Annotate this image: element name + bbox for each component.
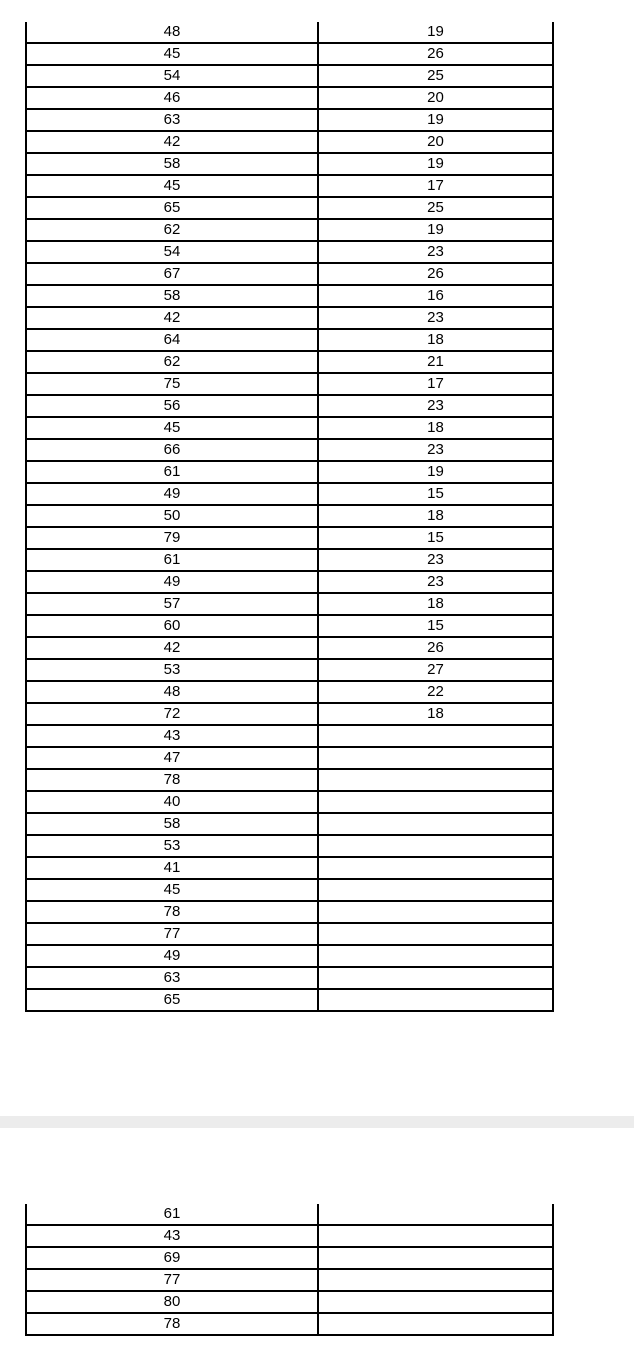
- table-row: [26, 22, 553, 43]
- cell-col-2: 19: [318, 153, 553, 175]
- cell-col-2: 18: [318, 703, 553, 725]
- data-table-page-2: [25, 1204, 554, 1336]
- cell-col-1: 72: [26, 703, 318, 725]
- table-row: [26, 681, 553, 703]
- cell-col-2: [318, 1291, 553, 1313]
- cell-col-2: [318, 747, 553, 769]
- cell-col-2: [318, 989, 553, 1011]
- table-row: [26, 901, 553, 923]
- cell-col-1: 41: [26, 857, 318, 879]
- table-row: [26, 263, 553, 285]
- table-row: [26, 351, 553, 373]
- cell-col-1: 50: [26, 505, 318, 527]
- cell-col-2: [318, 879, 553, 901]
- cell-col-2: 18: [318, 593, 553, 615]
- cell-col-1: 53: [26, 835, 318, 857]
- cell-col-1: 77: [26, 923, 318, 945]
- cell-col-1: 49: [26, 945, 318, 967]
- cell-col-2: 17: [318, 373, 553, 395]
- cell-col-1: 49: [26, 571, 318, 593]
- cell-col-2: 25: [318, 65, 553, 87]
- table-row: [26, 219, 553, 241]
- cell-col-1: 62: [26, 219, 318, 241]
- cell-col-2: 19: [318, 219, 553, 241]
- cell-col-1: 80: [26, 1291, 318, 1313]
- cell-col-2: 22: [318, 681, 553, 703]
- cell-col-2: [318, 1204, 553, 1225]
- cell-col-2: [318, 901, 553, 923]
- cell-col-2: [318, 813, 553, 835]
- table-row: [26, 571, 553, 593]
- table-row: [26, 1225, 553, 1247]
- cell-col-2: 19: [318, 22, 553, 43]
- table-row: [26, 747, 553, 769]
- cell-col-2: 16: [318, 285, 553, 307]
- cell-col-2: 27: [318, 659, 553, 681]
- cell-col-2: [318, 923, 553, 945]
- cell-col-1: 45: [26, 43, 318, 65]
- cell-col-1: 43: [26, 725, 318, 747]
- table-row: [26, 461, 553, 483]
- cell-col-2: 15: [318, 615, 553, 637]
- cell-col-2: 26: [318, 43, 553, 65]
- table-row: [26, 967, 553, 989]
- cell-col-1: 53: [26, 659, 318, 681]
- table-row: [26, 615, 553, 637]
- cell-col-1: 64: [26, 329, 318, 351]
- table-row: [26, 373, 553, 395]
- table-row: [26, 1313, 553, 1335]
- cell-col-2: [318, 967, 553, 989]
- cell-col-1: 65: [26, 197, 318, 219]
- cell-col-2: 23: [318, 571, 553, 593]
- table-row: [26, 1269, 553, 1291]
- cell-col-1: 54: [26, 241, 318, 263]
- cell-col-1: 60: [26, 615, 318, 637]
- table-row: [26, 923, 553, 945]
- cell-col-1: 77: [26, 1269, 318, 1291]
- cell-col-2: [318, 1225, 553, 1247]
- table-row: [26, 549, 553, 571]
- cell-col-1: 47: [26, 747, 318, 769]
- cell-col-1: 42: [26, 131, 318, 153]
- cell-col-1: 65: [26, 989, 318, 1011]
- cell-col-1: 42: [26, 637, 318, 659]
- cell-col-1: 40: [26, 791, 318, 813]
- cell-col-2: [318, 1247, 553, 1269]
- table-row: [26, 329, 553, 351]
- page-break-divider: [0, 1116, 634, 1128]
- table-row: [26, 769, 553, 791]
- cell-col-2: 19: [318, 109, 553, 131]
- table-row: [26, 395, 553, 417]
- table-row: [26, 1291, 553, 1313]
- cell-col-1: 63: [26, 109, 318, 131]
- cell-col-2: [318, 791, 553, 813]
- cell-col-2: 23: [318, 307, 553, 329]
- cell-col-2: 17: [318, 175, 553, 197]
- table-row: [26, 307, 553, 329]
- table-row: [26, 857, 553, 879]
- table-body: [26, 22, 553, 1011]
- cell-col-2: 20: [318, 87, 553, 109]
- table-row: [26, 989, 553, 1011]
- table-row: [26, 87, 553, 109]
- table-row: [26, 879, 553, 901]
- cell-col-2: 21: [318, 351, 553, 373]
- cell-col-1: 56: [26, 395, 318, 417]
- table-row: [26, 835, 553, 857]
- cell-col-2: 23: [318, 395, 553, 417]
- data-table-page-1: [25, 22, 554, 1012]
- table-row: [26, 43, 553, 65]
- cell-col-1: 46: [26, 87, 318, 109]
- cell-col-2: [318, 1269, 553, 1291]
- cell-col-2: [318, 1313, 553, 1335]
- table-row: [26, 197, 553, 219]
- cell-col-1: 49: [26, 483, 318, 505]
- cell-col-1: 54: [26, 65, 318, 87]
- cell-col-1: 79: [26, 527, 318, 549]
- cell-col-2: 18: [318, 505, 553, 527]
- cell-col-1: 78: [26, 1313, 318, 1335]
- cell-col-1: 57: [26, 593, 318, 615]
- cell-col-1: 61: [26, 1204, 318, 1225]
- table-row: [26, 175, 553, 197]
- cell-col-1: 78: [26, 769, 318, 791]
- table-row: [26, 505, 553, 527]
- cell-col-2: [318, 945, 553, 967]
- table-row: [26, 1247, 553, 1269]
- cell-col-2: 20: [318, 131, 553, 153]
- cell-col-2: 15: [318, 527, 553, 549]
- cell-col-1: 43: [26, 1225, 318, 1247]
- cell-col-2: 18: [318, 329, 553, 351]
- table-row: [26, 725, 553, 747]
- table-row: [26, 65, 553, 87]
- table-row: [26, 1204, 553, 1225]
- cell-col-2: 23: [318, 549, 553, 571]
- table-row: [26, 439, 553, 461]
- cell-col-1: 62: [26, 351, 318, 373]
- table-row: [26, 659, 553, 681]
- cell-col-1: 63: [26, 967, 318, 989]
- cell-col-1: 48: [26, 681, 318, 703]
- cell-col-2: [318, 725, 553, 747]
- table-row: [26, 109, 553, 131]
- table-row: [26, 791, 553, 813]
- cell-col-2: 23: [318, 439, 553, 461]
- cell-col-2: 18: [318, 417, 553, 439]
- table-row: [26, 593, 553, 615]
- cell-col-1: 58: [26, 153, 318, 175]
- cell-col-2: 26: [318, 263, 553, 285]
- cell-col-2: [318, 835, 553, 857]
- cell-col-1: 61: [26, 549, 318, 571]
- cell-col-1: 61: [26, 461, 318, 483]
- table-row: [26, 131, 553, 153]
- cell-col-1: 58: [26, 285, 318, 307]
- table-row: [26, 483, 553, 505]
- table-row: [26, 527, 553, 549]
- cell-col-1: 78: [26, 901, 318, 923]
- cell-col-1: 75: [26, 373, 318, 395]
- table-row: [26, 153, 553, 175]
- cell-col-1: 45: [26, 879, 318, 901]
- cell-col-2: 19: [318, 461, 553, 483]
- table-row: [26, 241, 553, 263]
- cell-col-1: 45: [26, 417, 318, 439]
- cell-col-1: 42: [26, 307, 318, 329]
- table-row: [26, 945, 553, 967]
- cell-col-2: 26: [318, 637, 553, 659]
- cell-col-2: 25: [318, 197, 553, 219]
- cell-col-1: 48: [26, 22, 318, 43]
- cell-col-1: 58: [26, 813, 318, 835]
- table-row: [26, 417, 553, 439]
- cell-col-1: 67: [26, 263, 318, 285]
- cell-col-2: 23: [318, 241, 553, 263]
- cell-col-1: 45: [26, 175, 318, 197]
- table-body: [26, 1204, 553, 1335]
- cell-col-1: 69: [26, 1247, 318, 1269]
- table-row: [26, 285, 553, 307]
- table-row: [26, 703, 553, 725]
- cell-col-1: 66: [26, 439, 318, 461]
- table-row: [26, 637, 553, 659]
- cell-col-2: 15: [318, 483, 553, 505]
- table-row: [26, 813, 553, 835]
- cell-col-2: [318, 857, 553, 879]
- cell-col-2: [318, 769, 553, 791]
